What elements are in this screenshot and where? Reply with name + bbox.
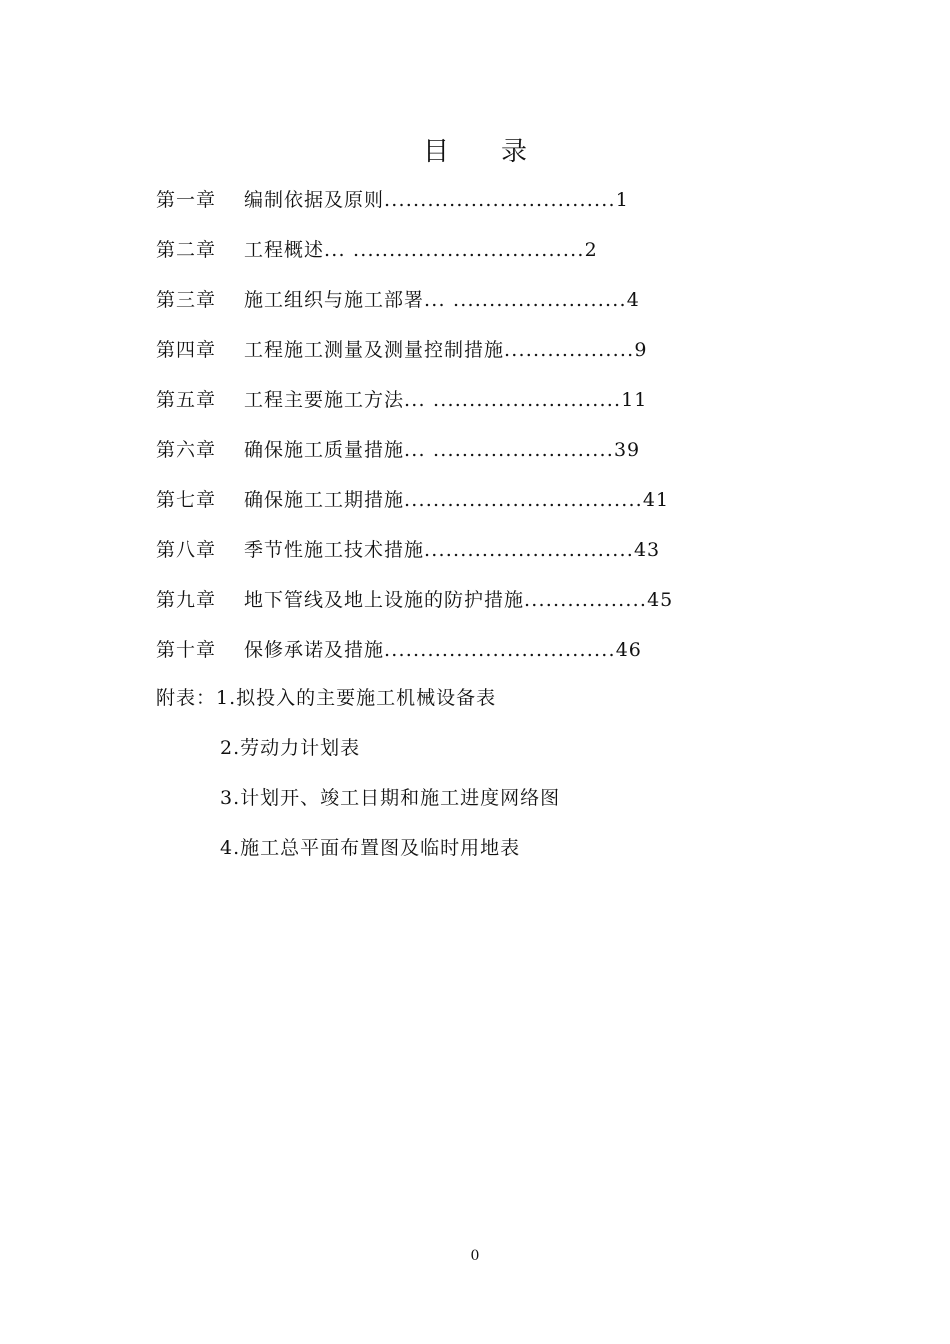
toc-chapter-number: 第二章	[156, 239, 217, 261]
toc-dot-leader: ... ..........................	[404, 389, 622, 411]
toc-chapter-title: 工程主要施工方法	[244, 389, 405, 411]
toc-page-number: 46	[615, 639, 642, 661]
toc-entry[interactable]	[156, 480, 669, 520]
toc-dot-leader: ................................	[384, 189, 616, 211]
toc-entry[interactable]	[156, 280, 640, 320]
toc-dot-leader: ... ................................	[324, 239, 585, 261]
toc-page-number: 11	[621, 389, 648, 411]
appendix-row	[220, 828, 520, 868]
toc-chapter-number: 第三章	[156, 289, 217, 311]
toc-chapter-title: 工程施工测量及测量控制措施	[244, 339, 505, 361]
toc-dot-leader: ... .........................	[404, 439, 614, 461]
toc-chapter-title: 地下管线及地上设施的防护措施	[244, 589, 525, 611]
toc-dot-leader: ... ........................	[424, 289, 627, 311]
appendix-item[interactable]: 4.施工总平面布置图及临时用地表	[220, 837, 521, 859]
toc-chapter-number: 第一章	[156, 189, 217, 211]
appendix-row	[220, 778, 560, 818]
toc-page-number: 9	[634, 339, 648, 361]
toc-page-number: 2	[584, 239, 598, 261]
toc-chapter-title: 季节性施工技术措施	[244, 539, 425, 561]
toc-dot-leader: ................................	[384, 639, 616, 661]
toc-entry[interactable]	[156, 430, 640, 470]
toc-page-number: 43	[633, 539, 661, 561]
toc-entry[interactable]	[156, 580, 673, 620]
toc-chapter-number: 第十章	[156, 639, 217, 661]
toc-dot-leader: ..................	[504, 339, 635, 361]
toc-chapter-title: 确保施工质量措施	[244, 439, 405, 461]
toc-entry[interactable]	[156, 330, 647, 370]
toc-chapter-number: 第四章	[156, 339, 217, 361]
toc-page-number: 39	[613, 439, 641, 461]
appendix-row	[220, 728, 360, 768]
toc-page-number: 45	[647, 589, 674, 611]
toc-chapter-title: 施工组织与施工部署	[244, 289, 425, 311]
appendix-item[interactable]: 2.劳动力计划表	[220, 737, 361, 759]
toc-entry[interactable]	[156, 180, 629, 220]
toc-chapter-number: 第七章	[156, 489, 217, 511]
toc-entry[interactable]	[156, 380, 647, 420]
toc-chapter-number: 第六章	[156, 439, 217, 461]
page-number: 0	[470, 1248, 480, 1264]
toc-chapter-number: 第八章	[156, 539, 217, 561]
toc-chapter-number: 第五章	[156, 389, 217, 411]
appendix-row	[156, 678, 496, 718]
toc-chapter-title: 确保施工工期措施	[244, 489, 405, 511]
toc-chapter-number: 第九章	[156, 589, 217, 611]
toc-dot-leader: .................................	[404, 489, 643, 511]
toc-dot-leader: .................	[524, 589, 648, 611]
toc-entry[interactable]	[156, 630, 642, 670]
toc-dot-leader: .............................	[424, 539, 634, 561]
toc-chapter-title: 编制依据及原则	[244, 189, 385, 211]
toc-chapter-title: 工程概述	[244, 239, 325, 261]
appendix-item[interactable]: 1.拟投入的主要施工机械设备表	[216, 687, 497, 709]
appendix-label: 附表：	[156, 687, 217, 709]
toc-title: 目 录	[422, 137, 527, 167]
toc-page-number: 41	[642, 489, 670, 511]
toc-entry[interactable]	[156, 230, 598, 270]
appendix-item[interactable]: 3.计划开、竣工日期和施工进度网络图	[220, 787, 561, 809]
toc-page-number: 1	[615, 189, 629, 211]
toc-entry[interactable]	[156, 530, 660, 570]
toc-chapter-title: 保修承诺及措施	[244, 639, 385, 661]
toc-page-number: 4	[626, 289, 640, 311]
